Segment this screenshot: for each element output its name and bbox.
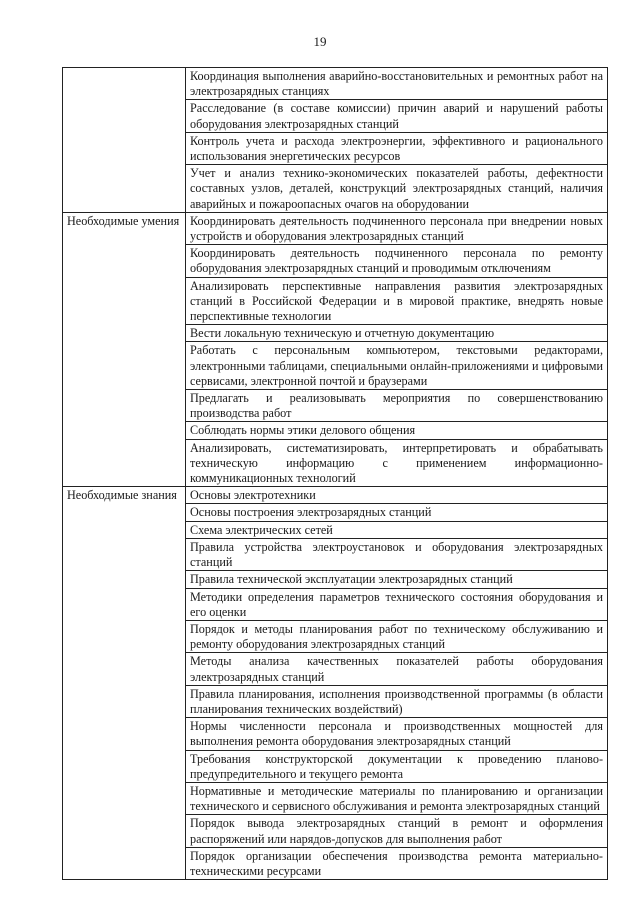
list-item: Координация выполнения аварийно-восстановительных и ремонтных работ на электрозарядных станциях (186, 68, 608, 100)
list-item: Основы электротехники (186, 487, 608, 504)
list-item: Работать с персональным компьютером, текстовыми редакторами, электронными таблицами, специальными онлайн-приложениями и цифровыми сервисами, электронной почтой и браузерами (186, 342, 608, 390)
list-item: Правила устройства электроустановок и оборудования электрозарядных станций (186, 538, 608, 570)
list-item: Анализировать, систематизировать, интерпретировать и обрабатывать техническую информацию с применением информационно-коммуникационных технологий (186, 439, 608, 487)
list-item: Вести локальную техническую и отчетную документацию (186, 325, 608, 342)
list-item: Соблюдать нормы этики делового общения (186, 422, 608, 439)
list-item: Координировать деятельность подчиненного персонала при внедрении новых устройств и оборудования электрозарядных станций (186, 212, 608, 244)
list-item: Расследование (в составе комиссии) причин аварий и нарушений работы оборудования электрозарядных станций (186, 100, 608, 132)
list-item: Порядок вывода электрозарядных станций в ремонт и оформления распоряжений или нарядов-допусков для выполнения работ (186, 815, 608, 847)
section-label-skills: Необходимые умения (63, 212, 186, 486)
list-item: Методики определения параметров технического состояния оборудования и его оценки (186, 588, 608, 620)
list-item: Предлагать и реализовывать мероприятия по совершенствованию производства работ (186, 390, 608, 422)
list-item: Учет и анализ технико-экономических показателей работы, дефектности составных узлов, деталей, конструкций электрозарядных станций, наличия аварийных и пожароопасных очагов на оборудовании (186, 165, 608, 213)
list-item: Анализировать перспективные направления развития электрозарядных станций в Российской Федерации и в мировой практике, внедрять новые перспективные технологии (186, 277, 608, 325)
list-item: Правила технической эксплуатации электрозарядных станций (186, 571, 608, 588)
competency-table (62, 67, 608, 880)
list-item: Схема электрических сетей (186, 521, 608, 538)
list-item: Требования конструкторской документации к проведению планово-предупредительного и текущего ремонта (186, 750, 608, 782)
list-item: Нормы численности персонала и производственных мощностей для выполнения ремонта оборудования электрозарядных станций (186, 718, 608, 750)
list-item: Координировать деятельность подчиненного персонала по ремонту оборудования электрозарядных станций и проводимым отключениям (186, 245, 608, 277)
list-item: Порядок и методы планирования работ по техническому обслуживанию и ремонту оборудования электрозарядных станций (186, 620, 608, 652)
section-label-knowledge: Необходимые знания (63, 487, 186, 880)
list-item: Методы анализа качественных показателей работы оборудования электрозарядных станций (186, 653, 608, 685)
list-item: Нормативные и методические материалы по планированию и организации технического и сервисного обслуживания и ремонта электрозарядных станций (186, 782, 608, 814)
table-row (63, 212, 608, 244)
list-item: Контроль учета и расхода электроэнергии, эффективного и рационального использования энергетических ресурсов (186, 132, 608, 164)
list-item: Основы построения электрозарядных станций (186, 504, 608, 521)
section-label-continuation (63, 68, 186, 213)
page-number: 19 (313, 34, 327, 49)
list-item: Порядок организации обеспечения производства ремонта материально-техническими ресурсами (186, 847, 608, 879)
list-item: Правила планирования, исполнения производственной программы (в области планирования технических воздействий) (186, 685, 608, 717)
table-row (63, 487, 608, 504)
table-row (63, 68, 608, 100)
